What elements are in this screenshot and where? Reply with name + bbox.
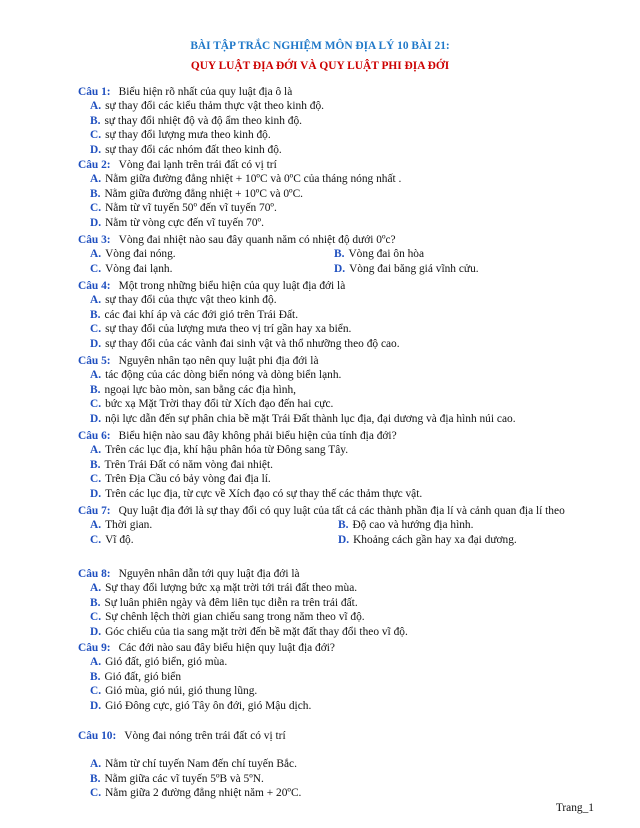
option-a: A. sự thay đổi các kiểu thảm thực vật theo kinh độ. (90, 100, 324, 113)
question-7 (78, 504, 586, 547)
question-number: Câu 4: (78, 280, 111, 292)
option-c: C. Sự chênh lệch thời gian chiếu sang trong năm theo vĩ độ. (90, 611, 365, 624)
question-number: Câu 8: (78, 568, 111, 580)
option-d: D. Trên các lục địa, từ cực về Xích đạo có sự thay thế các thảm thực vật. (90, 487, 423, 500)
option-c: C. Nằm giữa 2 đường đẳng nhiệt năm + 20ºC. (90, 787, 302, 800)
option-c: C. Trên Địa Cầu có bảy vòng đai địa lí. (90, 473, 271, 486)
option-b: B. Nằm giữa các vĩ tuyến 5ºB và 5ºN. (90, 772, 264, 785)
question-text: Vòng đai lạnh trên trái đất có vị trí (118, 159, 277, 171)
question-text: Biểu hiện rõ nhất của quy luật địa ô là (118, 86, 293, 98)
option-a: A. Sự thay đổi lượng bức xạ mặt trời tới trái đất theo mùa. (90, 582, 358, 595)
question-text: Nguyên nhân dẫn tới quy luật địa đới là (118, 568, 300, 580)
option-d: D. Gió Đông cực, gió Tây ôn đới, gió Mậu dịch. (90, 699, 312, 712)
option-d: D. Vòng đai băng giá vĩnh cửu. (334, 262, 479, 275)
option-c: C. sự thay đổi của lượng mưa theo vị trí gần hay xa biển. (90, 323, 352, 336)
option-a: A. tác động của các dòng biển nóng và dòng biển lạnh. (90, 369, 342, 382)
question-number: Câu 10: (78, 730, 117, 742)
question-text: Vòng đai nhiệt nào sau đây quanh năm có nhiệt độ dưới 0ºc? (118, 234, 396, 246)
option-a: A. Nằm từ chí tuyến Nam đến chí tuyến Bắc. (90, 758, 297, 771)
option-c: C. Vòng đai lạnh. (90, 262, 173, 275)
option-d: D. Khoảng cách gần hay xa đại dương. (338, 533, 517, 546)
document-title: BÀI TẬP TRẮC NGHIỆM MÔN ĐỊA LÝ 10 BÀI 21: (190, 40, 450, 52)
option-b: B. sự thay đổi nhiệt độ và độ ẩm theo kinh độ. (90, 114, 303, 127)
question-5 (78, 354, 578, 426)
question-number: Câu 5: (78, 355, 111, 367)
question-4 (78, 279, 578, 351)
question-text: Các đới nào sau đây biểu hiện quy luật địa đới? (118, 642, 335, 654)
question-3 (78, 233, 578, 276)
option-b: B. Độ cao và hướng địa hình. (338, 519, 474, 532)
question-number: Câu 6: (78, 430, 111, 442)
question-text: Vòng đai nóng trên trái đất có vị trí (124, 730, 286, 742)
option-b: B. Vòng đai ôn hòa (334, 248, 425, 261)
question-1 (78, 85, 578, 157)
question-number: Câu 7: (78, 505, 111, 517)
question-6 (78, 429, 578, 501)
option-c: C. Nằm từ vĩ tuyến 50º đến vĩ tuyến 70º. (90, 202, 277, 215)
document-subtitle: QUY LUẬT ĐỊA ĐỚI VÀ QUY LUẬT PHI ĐỊA ĐỚI (190, 60, 450, 72)
option-b: B. Gió đất, gió biển (90, 670, 182, 683)
question-10 (78, 729, 578, 801)
question-number: Câu 9: (78, 642, 111, 654)
option-c: C. sự thay đổi lượng mưa theo kinh độ. (90, 129, 271, 142)
option-b: B. ngoại lực bào mòn, san bằng các địa hình, (90, 383, 296, 396)
option-b: B. Nằm giữa đường đẳng nhiệt + 10ºC và 0ºC. (90, 187, 304, 200)
option-b: B. Trên Trái Đất có năm vòng đai nhiệt. (90, 458, 273, 471)
option-d: D. sự thay đổi của các vành đai sinh vật và thổ nhưỡng theo độ cao. (90, 337, 400, 350)
option-d: D. nội lực dẫn đến sự phân chia bề mặt Trái Đất thành lục địa, đại dương và địa hình núi cao. (90, 412, 516, 425)
option-a: A. Gió đất, gió biển, gió mùa. (90, 656, 228, 669)
question-number: Câu 1: (78, 86, 111, 98)
option-c: C. Vĩ độ. (90, 533, 134, 546)
question-number: Câu 3: (78, 234, 111, 246)
option-b: B. các đai khí áp và các đới gió trên Trái Đất. (90, 308, 299, 321)
question-text: Một trong những biểu hiện của quy luật địa đới là (118, 280, 346, 292)
question-text: Biểu hiện nào sau đây không phải biểu hiện của tính địa đới? (118, 430, 397, 442)
option-c: C. Gió mùa, gió núi, gió thung lũng. (90, 685, 258, 698)
option-a: A. Thời gian. (90, 519, 153, 532)
option-d: D. Góc chiếu của tia sang mặt trời đến bề mặt đất thay đổi theo vĩ độ. (90, 625, 408, 638)
option-a: A. Trên các lục địa, khí hậu phân hóa từ Đông sang Tây. (90, 444, 349, 457)
question-2 (78, 158, 578, 230)
option-a: A. Nằm giữa đường đẳng nhiệt + 10ºC và 0ºC của tháng nóng nhất . (90, 173, 402, 186)
question-8 (78, 567, 578, 639)
option-b: B. Sự luân phiên ngày và đêm liên tục diễn ra trên trái đất. (90, 596, 358, 609)
question-text: Nguyên nhân tạo nên quy luật phi địa đới là (118, 355, 319, 367)
question-9 (78, 641, 578, 713)
question-text: Quy luật địa đới là sự thay đổi có quy luật của tất cả các thành phần địa lí và cảnh quan địa lí theo (118, 505, 565, 517)
option-a: A. Vòng đai nóng. (90, 248, 176, 261)
page-number: Trang_1 (555, 802, 594, 814)
question-number: Câu 2: (78, 159, 111, 171)
option-d: D. Nằm từ vòng cực đến vĩ tuyến 70º. (90, 216, 264, 229)
option-c: C. bức xạ Mặt Trời thay đổi từ Xích đạo đến hai cực. (90, 398, 334, 411)
option-a: A. sự thay đổi của thực vật theo kinh độ. (90, 294, 277, 307)
option-d: D. sự thay đổi các nhóm đất theo kinh độ. (90, 143, 282, 156)
